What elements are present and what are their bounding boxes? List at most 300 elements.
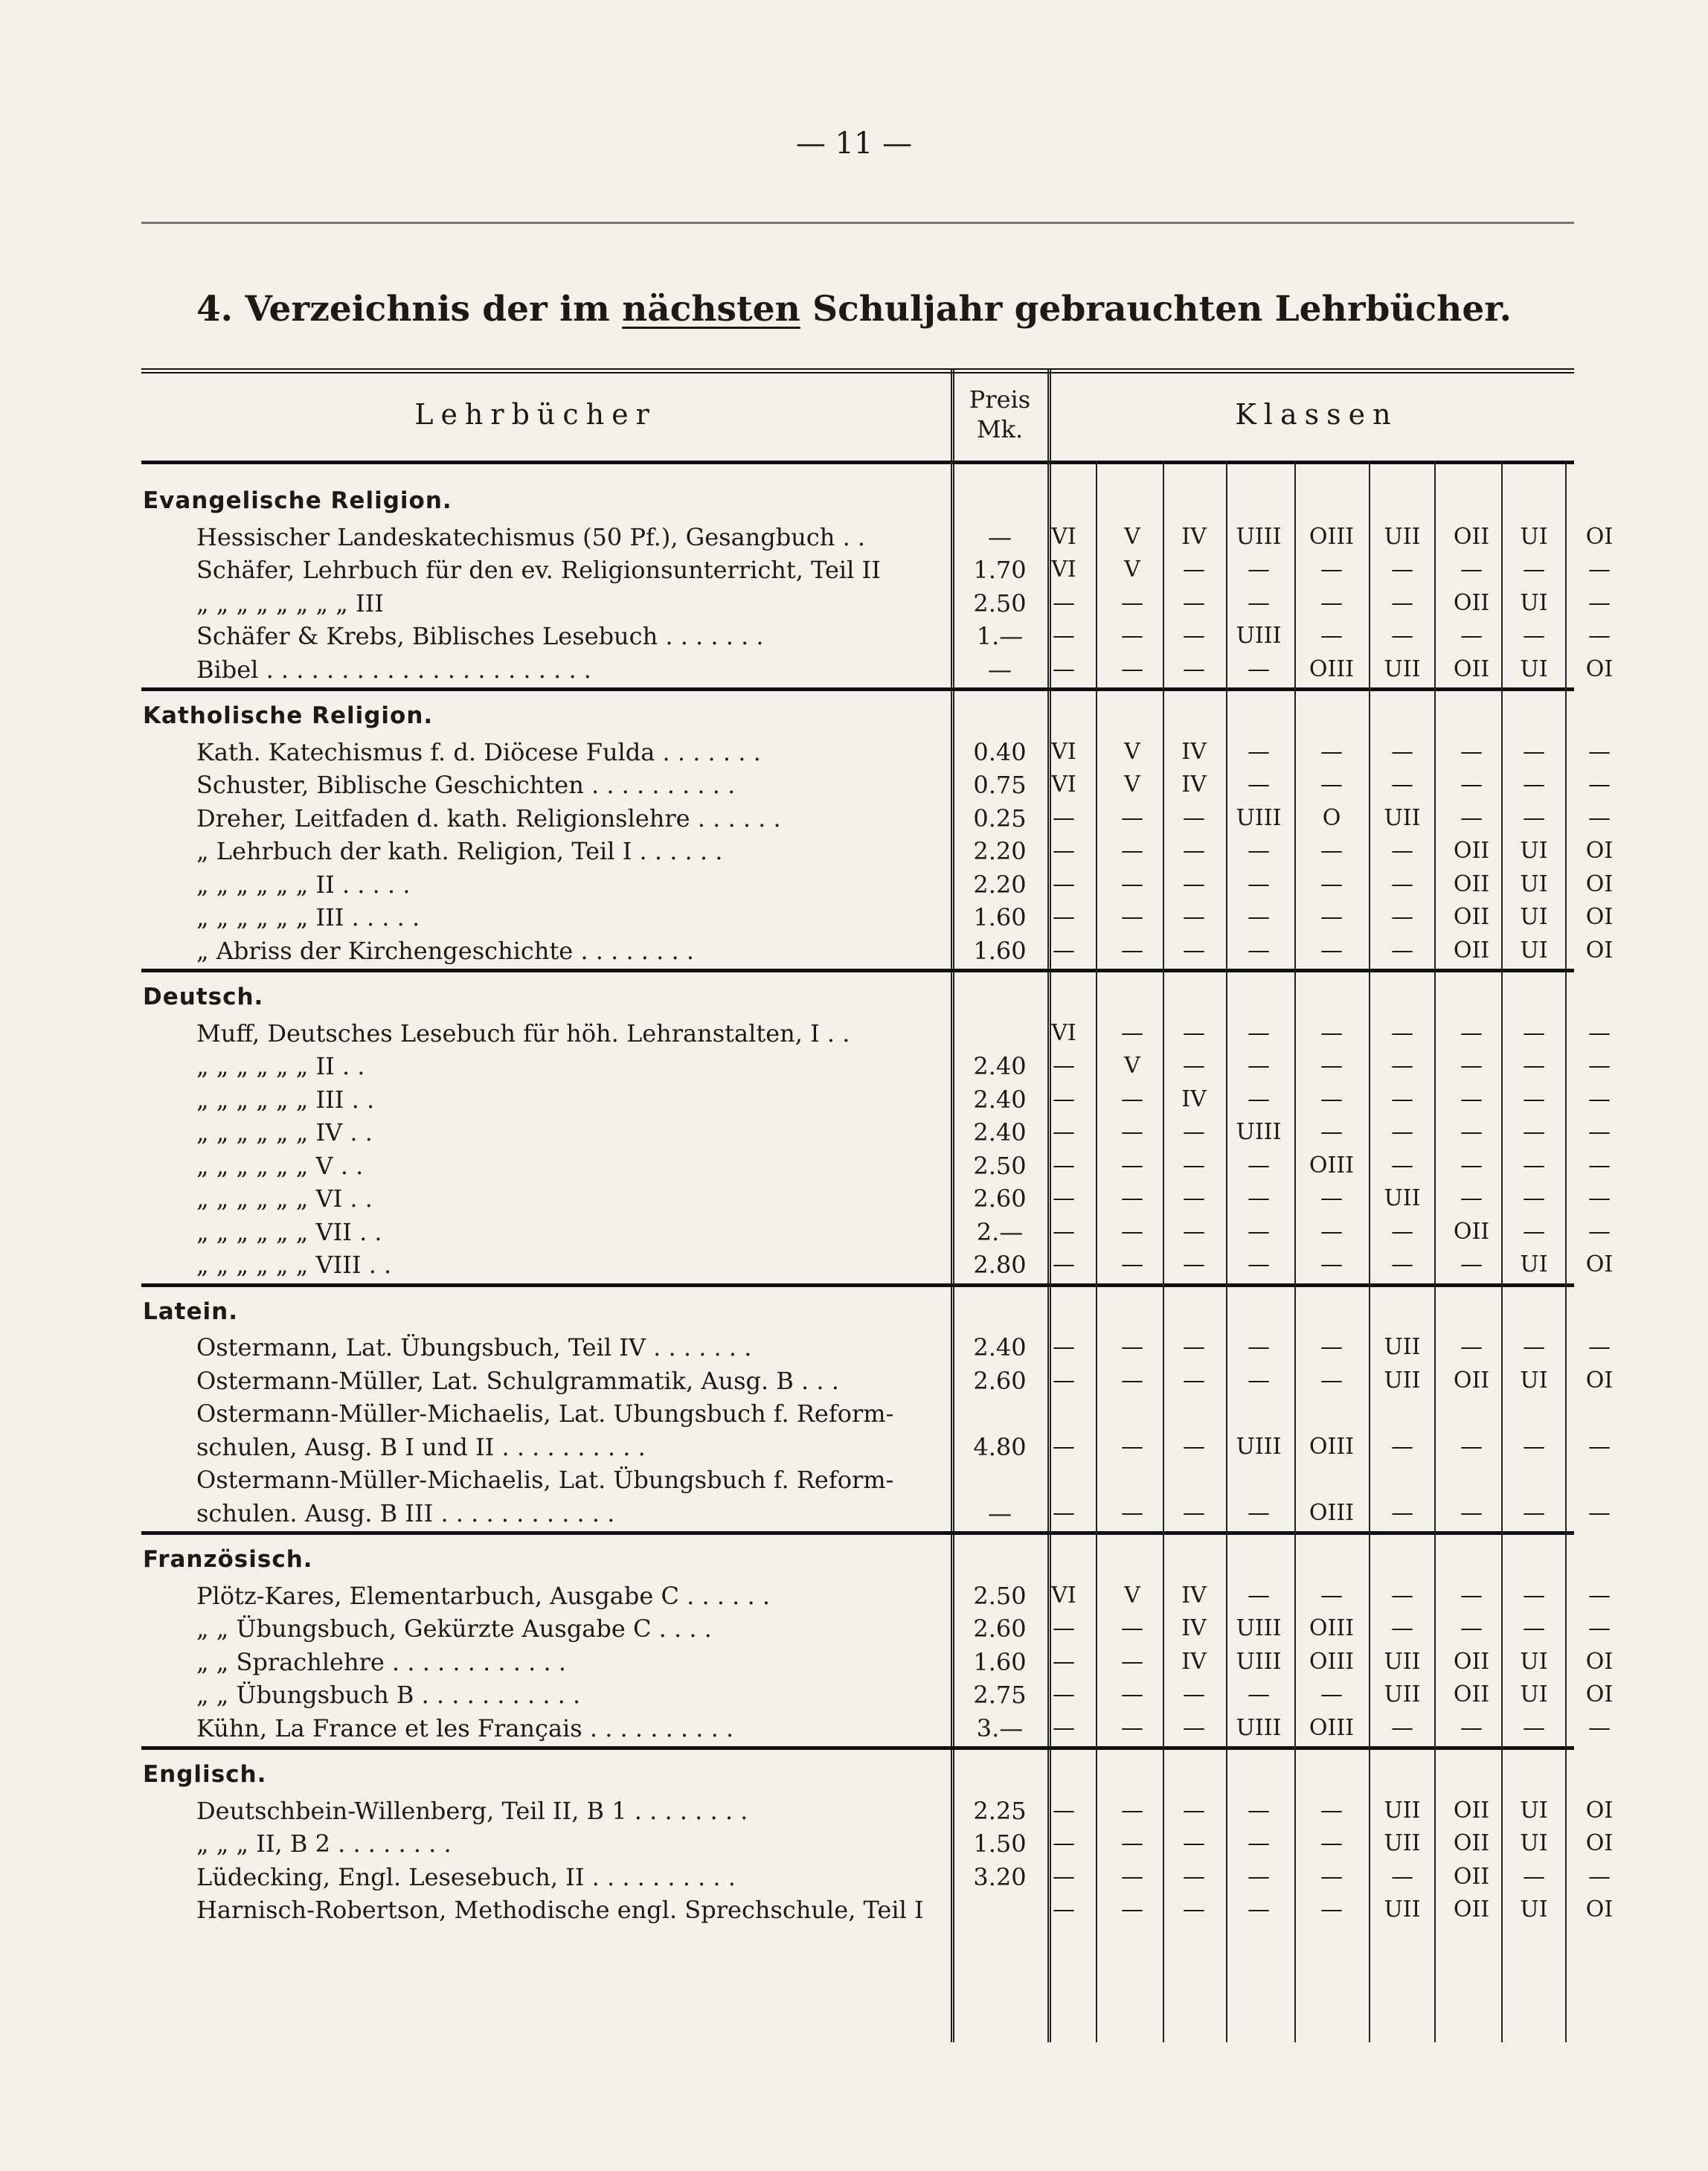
class-cell: UII — [1384, 1367, 1421, 1394]
class-cell: — — [1320, 1053, 1343, 1079]
class-cell: IV — [1181, 1615, 1207, 1641]
class-cell: — — [1121, 589, 1143, 616]
class-cell: V — [1124, 738, 1140, 765]
class-cell: — — [1121, 870, 1143, 897]
class-cell: UII — [1384, 804, 1421, 831]
class-cell: — — [1121, 838, 1143, 864]
table-row — [141, 521, 1614, 554]
book-title: „ „ „ „ „ „ III . . — [196, 1085, 375, 1114]
book-title: „ „ „ „ „ „ VIII . . — [196, 1251, 392, 1279]
class-cell: — — [1053, 804, 1075, 831]
book-title: Ostermann-Müller-Michaelis, Lat. Ubungsbuch f. Reform- — [196, 1399, 894, 1428]
class-cell: — — [1523, 804, 1545, 831]
table-row — [141, 1795, 1614, 1827]
class-cell: — — [1391, 1152, 1413, 1179]
book-price: 2.— — [976, 1217, 1024, 1246]
class-cell: OI — [1585, 655, 1614, 682]
class-cell: IV — [1181, 1582, 1207, 1609]
table-row — [141, 769, 1611, 801]
book-price: 2.40 — [973, 1333, 1027, 1362]
class-cell: — — [1183, 655, 1205, 682]
book-price: 1.— — [976, 622, 1024, 650]
class-cell: OIII — [1309, 1152, 1355, 1179]
class-cell: UII — [1384, 655, 1421, 682]
header-price-line1: Preis — [969, 385, 1031, 414]
class-cell: — — [1053, 1830, 1075, 1856]
class-cell: — — [1248, 1863, 1270, 1890]
book-title: Dreher, Leitfaden d. kath. Religionslehre . . . . . . — [196, 804, 781, 833]
class-cell: — — [1053, 937, 1075, 963]
class-cell: UI — [1520, 1367, 1548, 1394]
class-cell: — — [1053, 1086, 1075, 1112]
class-cell: — — [1183, 1119, 1205, 1145]
class-cell: — — [1460, 804, 1483, 831]
class-cell: OI — [1585, 870, 1614, 897]
section-rule — [141, 1531, 1574, 1535]
class-cell: OIII — [1309, 1648, 1355, 1675]
class-cell: — — [1460, 1086, 1483, 1112]
class-cell: — — [1523, 1152, 1545, 1179]
class-cell: OIII — [1309, 1615, 1355, 1641]
class-cell: — — [1460, 1433, 1483, 1460]
class-cell: — — [1053, 1433, 1075, 1460]
class-cell: — — [1588, 1334, 1611, 1360]
table-row — [141, 802, 1611, 835]
class-cell: — — [1391, 772, 1413, 798]
book-title: „ „ Sprachlehre . . . . . . . . . . . . — [196, 1647, 566, 1676]
book-price: 2.20 — [973, 837, 1027, 865]
book-title: Lüdecking, Engl. Lesesebuch, II . . . . . . . . . . — [196, 1862, 736, 1891]
class-cell: — — [1588, 557, 1611, 583]
class-cell: — — [1183, 838, 1205, 864]
class-cell: — — [1588, 1714, 1611, 1741]
class-cell: — — [1053, 1053, 1075, 1079]
table-row — [141, 1580, 1611, 1612]
class-cell: — — [1183, 1797, 1205, 1824]
class-cell: — — [1588, 1019, 1611, 1046]
table-row — [141, 620, 1611, 652]
class-cell: — — [1053, 1251, 1075, 1277]
class-cell: OII — [1453, 1681, 1490, 1707]
class-cell: — — [1320, 1086, 1343, 1112]
class-cell: — — [1320, 1582, 1343, 1609]
class-cell: UI — [1520, 870, 1548, 897]
class-cell: — — [1121, 1648, 1143, 1675]
class-cell: — — [1248, 589, 1270, 616]
class-cell: OII — [1453, 1863, 1490, 1890]
class-cell: OII — [1453, 1896, 1490, 1923]
class-cell: OII — [1453, 655, 1490, 682]
class-cell: — — [1460, 1053, 1483, 1079]
book-price: 2.60 — [973, 1184, 1027, 1213]
book-title: Bibel . . . . . . . . . . . . . . . . . . . . . . — [196, 655, 591, 684]
class-cell: OII — [1453, 1648, 1490, 1675]
book-title: Ostermann-Müller, Lat. Schulgrammatik, Ausg. B . . . — [196, 1366, 839, 1395]
class-cell: — — [1320, 623, 1343, 649]
class-cell: VI — [1051, 523, 1076, 550]
table-row — [141, 1149, 1611, 1182]
book-title: Hessischer Landeskatechismus (50 Pf.), Gesangbuch . . — [196, 522, 866, 551]
class-cell: V — [1124, 557, 1140, 583]
class-cell: — — [1391, 1086, 1413, 1112]
class-cell: — — [1460, 623, 1483, 649]
book-price: 2.60 — [973, 1366, 1027, 1395]
class-cell: — — [1523, 738, 1545, 765]
class-column-divider — [1294, 461, 1296, 2042]
class-cell: — — [1248, 1582, 1270, 1609]
class-cell: UII — [1384, 1185, 1421, 1211]
book-price: 2.25 — [973, 1796, 1027, 1825]
class-column-divider — [1434, 461, 1436, 2042]
class-cell: IV — [1181, 772, 1207, 798]
book-title: Schäfer, Lehrbuch für den ev. Religionsunterricht, Teil II — [196, 556, 881, 584]
class-cell: — — [1523, 557, 1545, 583]
document-title — [0, 289, 1708, 330]
class-cell: OI — [1585, 1797, 1614, 1824]
class-cell: — — [1183, 557, 1205, 583]
class-cell: — — [1320, 772, 1343, 798]
class-cell: — — [1248, 1896, 1270, 1923]
class-cell: — — [1248, 1334, 1270, 1360]
class-cell: OII — [1453, 1797, 1490, 1824]
class-cell: VI — [1051, 738, 1076, 765]
class-cell: OI — [1585, 1830, 1614, 1856]
class-cell: UI — [1520, 1797, 1548, 1824]
class-cell: — — [1320, 870, 1343, 897]
class-cell: UII — [1384, 1830, 1421, 1856]
class-cell: — — [1121, 904, 1143, 930]
class-cell: — — [1183, 1152, 1205, 1179]
class-cell: UI — [1520, 904, 1548, 930]
class-cell: — — [1588, 1433, 1611, 1460]
class-cell: V — [1124, 1053, 1140, 1079]
class-cell: — — [1121, 1218, 1143, 1245]
class-cell: — — [1121, 804, 1143, 831]
class-cell: — — [1183, 1714, 1205, 1741]
table-row — [141, 1116, 1611, 1149]
class-cell: — — [1523, 1582, 1545, 1609]
class-cell: — — [1183, 1433, 1205, 1460]
class-cell: UIII — [1236, 1433, 1282, 1460]
book-price: 2.40 — [973, 1085, 1027, 1114]
class-cell: — — [1183, 1218, 1205, 1245]
table-row — [141, 1861, 1611, 1893]
class-cell: — — [1320, 738, 1343, 765]
class-cell: — — [1588, 1152, 1611, 1179]
class-cell: OI — [1585, 1896, 1614, 1923]
table-row — [141, 587, 1611, 620]
class-cell: — — [1391, 1251, 1413, 1277]
table-row — [141, 1017, 1611, 1050]
class-cell: OII — [1453, 589, 1490, 616]
book-price: 2.60 — [973, 1614, 1027, 1643]
class-cell: — — [1391, 1615, 1413, 1641]
book-price: 1.70 — [973, 556, 1027, 584]
class-cell: UIII — [1236, 804, 1282, 831]
class-cell: — — [1588, 1582, 1611, 1609]
header-price-line2: Mk. — [976, 415, 1024, 443]
class-cell: — — [1053, 1152, 1075, 1179]
class-cell: — — [1588, 772, 1611, 798]
class-cell: — — [1391, 1863, 1413, 1890]
class-cell: — — [1183, 1185, 1205, 1211]
class-column-divider — [1163, 461, 1164, 2042]
class-cell: — — [1588, 1499, 1611, 1526]
table-row — [141, 1248, 1614, 1281]
class-cell: — — [1320, 937, 1343, 963]
class-cell: OI — [1585, 1251, 1614, 1277]
header-bottom-rule — [141, 461, 1574, 464]
class-cell: — — [1183, 804, 1205, 831]
class-cell: — — [1320, 1830, 1343, 1856]
class-cell: UII — [1384, 1797, 1421, 1824]
class-cell: — — [1391, 1714, 1413, 1741]
class-cell: — — [1053, 1367, 1075, 1394]
class-cell: — — [1183, 1251, 1205, 1277]
class-cell: — — [1121, 623, 1143, 649]
class-cell: — — [1391, 1053, 1413, 1079]
class-cell: — — [1391, 904, 1413, 930]
table-row — [141, 1612, 1611, 1645]
class-cell: — — [1523, 1863, 1545, 1890]
table-row — [141, 1050, 1611, 1083]
class-cell: — — [1320, 1334, 1343, 1360]
class-cell: UI — [1520, 523, 1548, 550]
class-cell: UIII — [1236, 1648, 1282, 1675]
class-cell: UII — [1384, 1648, 1421, 1675]
class-cell: — — [1053, 1334, 1075, 1360]
class-cell: V — [1124, 1582, 1140, 1609]
page-number: — 11 — — [795, 126, 913, 161]
class-cell: — — [1320, 557, 1343, 583]
class-cell: — — [1320, 1019, 1343, 1046]
class-cell: OII — [1453, 870, 1490, 897]
class-column-divider — [1369, 461, 1370, 2042]
class-cell: — — [1183, 1681, 1205, 1707]
class-cell: — — [1320, 1251, 1343, 1277]
class-cell: — — [1053, 870, 1075, 897]
book-title: Muff, Deutsches Lesebuch für höh. Lehranstalten, I . . — [196, 1019, 850, 1048]
class-cell: — — [1053, 1218, 1075, 1245]
class-cell: IV — [1181, 1648, 1207, 1675]
class-cell: — — [1523, 772, 1545, 798]
class-cell: — — [1320, 1185, 1343, 1211]
class-cell: OII — [1453, 1367, 1490, 1394]
book-title: „ „ Übungsbuch, Gekürzte Ausgabe C . . . . — [196, 1614, 712, 1643]
class-cell: — — [1391, 870, 1413, 897]
class-cell: — — [1523, 1218, 1545, 1245]
class-cell: — — [1248, 937, 1270, 963]
class-cell: — — [1121, 1714, 1143, 1741]
class-cell: UI — [1520, 1251, 1548, 1277]
class-cell: — — [1248, 772, 1270, 798]
class-cell: — — [1248, 1251, 1270, 1277]
class-cell: VI — [1051, 557, 1076, 583]
class-cell: — — [1391, 1218, 1413, 1245]
class-cell: — — [1183, 870, 1205, 897]
class-cell: — — [1121, 1019, 1143, 1046]
book-title: „ Lehrbuch der kath. Religion, Teil I . . . . . . — [196, 837, 723, 865]
class-cell: O — [1322, 804, 1341, 831]
book-title: „ „ „ „ „ „ VI . . — [196, 1184, 373, 1213]
section-title: Latein. — [143, 1298, 238, 1325]
class-cell: — — [1588, 1119, 1611, 1145]
section-title: Deutsch. — [143, 984, 264, 1010]
class-cell: UI — [1520, 655, 1548, 682]
class-cell: — — [1460, 1152, 1483, 1179]
class-cell: — — [1523, 1615, 1545, 1641]
table-row — [141, 1646, 1614, 1678]
section-title: Englisch. — [143, 1761, 267, 1788]
table-row — [141, 1463, 1574, 1496]
class-cell: IV — [1181, 1086, 1207, 1112]
book-price: 1.60 — [973, 903, 1027, 931]
book-title: Ostermann, Lat. Übungsbuch, Teil IV . . . . . . . — [196, 1333, 752, 1362]
class-cell: — — [1391, 1019, 1413, 1046]
class-cell: — — [1588, 1615, 1611, 1641]
class-cell: UIII — [1236, 523, 1282, 550]
class-cell: — — [1460, 1019, 1483, 1046]
table-row — [141, 1712, 1611, 1745]
table-row — [141, 1216, 1611, 1248]
class-cell: — — [1523, 1185, 1545, 1211]
class-cell: — — [1183, 1863, 1205, 1890]
header-classes: Klassen — [1235, 398, 1399, 431]
book-price: 3.— — [976, 1713, 1024, 1742]
class-cell: — — [1320, 1218, 1343, 1245]
class-cell: UII — [1384, 523, 1421, 550]
title-underlined: nächsten — [622, 289, 800, 330]
class-cell: — — [1523, 1086, 1545, 1112]
table-row — [141, 1431, 1611, 1463]
table-row — [141, 1365, 1614, 1397]
book-price: 1.50 — [973, 1830, 1027, 1858]
class-cell: IV — [1181, 738, 1207, 765]
class-cell: — — [1588, 1086, 1611, 1112]
class-cell: — — [1053, 1797, 1075, 1824]
class-cell: UIII — [1236, 1119, 1282, 1145]
title-prefix: 4. Verzeichnis der im — [196, 289, 623, 330]
class-cell: — — [1248, 1086, 1270, 1112]
class-cell: VI — [1051, 772, 1076, 798]
class-cell: UIII — [1236, 623, 1282, 649]
class-cell: — — [1183, 1499, 1205, 1526]
class-cell: — — [1121, 1185, 1143, 1211]
section-title: Evangelische Religion. — [143, 487, 452, 514]
class-column-divider — [1226, 461, 1227, 2042]
class-cell: OIII — [1309, 655, 1355, 682]
class-cell: — — [1460, 1334, 1483, 1360]
book-title: Ostermann-Müller-Michaelis, Lat. Übungsbuch f. Reform- — [196, 1466, 894, 1494]
class-cell: OI — [1585, 904, 1614, 930]
class-cell: — — [1588, 1053, 1611, 1079]
book-title: schulen. Ausg. B III . . . . . . . . . . . . — [196, 1498, 615, 1527]
table-row — [141, 934, 1614, 967]
class-cell: — — [1248, 1185, 1270, 1211]
book-title: Schuster, Biblische Geschichten . . . . . . . . . . — [196, 771, 736, 799]
class-cell: — — [1248, 1019, 1270, 1046]
class-cell: OII — [1453, 838, 1490, 864]
book-title: „ „ „ II, B 2 . . . . . . . . — [196, 1830, 452, 1858]
class-cell: — — [1121, 937, 1143, 963]
section-rule — [141, 969, 1574, 972]
class-cell: — — [1588, 589, 1611, 616]
class-cell: UIII — [1236, 1714, 1282, 1741]
class-cell: — — [1248, 1830, 1270, 1856]
class-cell: UII — [1384, 1896, 1421, 1923]
class-cell: — — [1588, 738, 1611, 765]
class-cell: — — [1391, 838, 1413, 864]
class-cell: — — [1391, 557, 1413, 583]
class-cell: — — [1121, 1086, 1143, 1112]
class-cell: — — [1523, 1053, 1545, 1079]
table-row — [141, 1083, 1611, 1116]
class-cell: — — [1053, 1896, 1075, 1923]
class-cell: OII — [1453, 1830, 1490, 1856]
class-cell: — — [1588, 1185, 1611, 1211]
class-cell: — — [1248, 1053, 1270, 1079]
table-row — [141, 554, 1611, 586]
class-cell: — — [1183, 1367, 1205, 1394]
class-cell: — — [1460, 772, 1483, 798]
book-title: schulen, Ausg. B I und II . . . . . . . . . . — [196, 1432, 646, 1461]
class-cell: OI — [1585, 838, 1614, 864]
class-cell: — — [1053, 1681, 1075, 1707]
class-cell: — — [1391, 1499, 1413, 1526]
book-title: Deutschbein-Willenberg, Teil II, B 1 . . . . . . . . — [196, 1796, 748, 1825]
class-cell: UI — [1520, 1830, 1548, 1856]
class-cell: — — [1053, 1499, 1075, 1526]
class-cell: — — [1460, 1582, 1483, 1609]
class-cell: — — [1121, 1367, 1143, 1394]
book-title: Harnisch-Robertson, Methodische engl. Sprechschule, Teil I — [196, 1896, 924, 1924]
header-books: Lehrbücher — [414, 398, 657, 431]
book-title: „ „ „ „ „ „ IV . . — [196, 1118, 373, 1147]
class-cell: — — [1053, 1714, 1075, 1741]
book-price: — — [988, 522, 1012, 551]
book-price: 4.80 — [973, 1432, 1027, 1461]
header-price — [955, 385, 1044, 444]
class-cell: IV — [1181, 523, 1207, 550]
book-price: 0.40 — [973, 737, 1027, 766]
class-cell: — — [1248, 904, 1270, 930]
class-cell: UIII — [1236, 1615, 1282, 1641]
class-cell: — — [1121, 1334, 1143, 1360]
class-cell: — — [1460, 557, 1483, 583]
table-row — [141, 901, 1614, 934]
class-cell: — — [1248, 870, 1270, 897]
class-cell: — — [1183, 1334, 1205, 1360]
table-row — [141, 1182, 1611, 1215]
class-cell: — — [1121, 1830, 1143, 1856]
book-title: Plötz-Kares, Elementarbuch, Ausgabe C . . . . . . — [196, 1581, 771, 1610]
class-cell: — — [1121, 1499, 1143, 1526]
class-cell: — — [1053, 655, 1075, 682]
class-cell: — — [1391, 1433, 1413, 1460]
class-cell: — — [1053, 1119, 1075, 1145]
class-cell: — — [1248, 1681, 1270, 1707]
table-row — [141, 1397, 1574, 1430]
book-price: 2.50 — [973, 1151, 1027, 1180]
class-cell: — — [1391, 937, 1413, 963]
class-cell: — — [1391, 589, 1413, 616]
class-cell: — — [1183, 1830, 1205, 1856]
book-price: 2.40 — [973, 1118, 1027, 1147]
class-cell: — — [1460, 1615, 1483, 1641]
book-price: — — [988, 655, 1012, 684]
class-cell: — — [1320, 904, 1343, 930]
book-title: „ „ Übungsbuch B . . . . . . . . . . . — [196, 1681, 581, 1709]
